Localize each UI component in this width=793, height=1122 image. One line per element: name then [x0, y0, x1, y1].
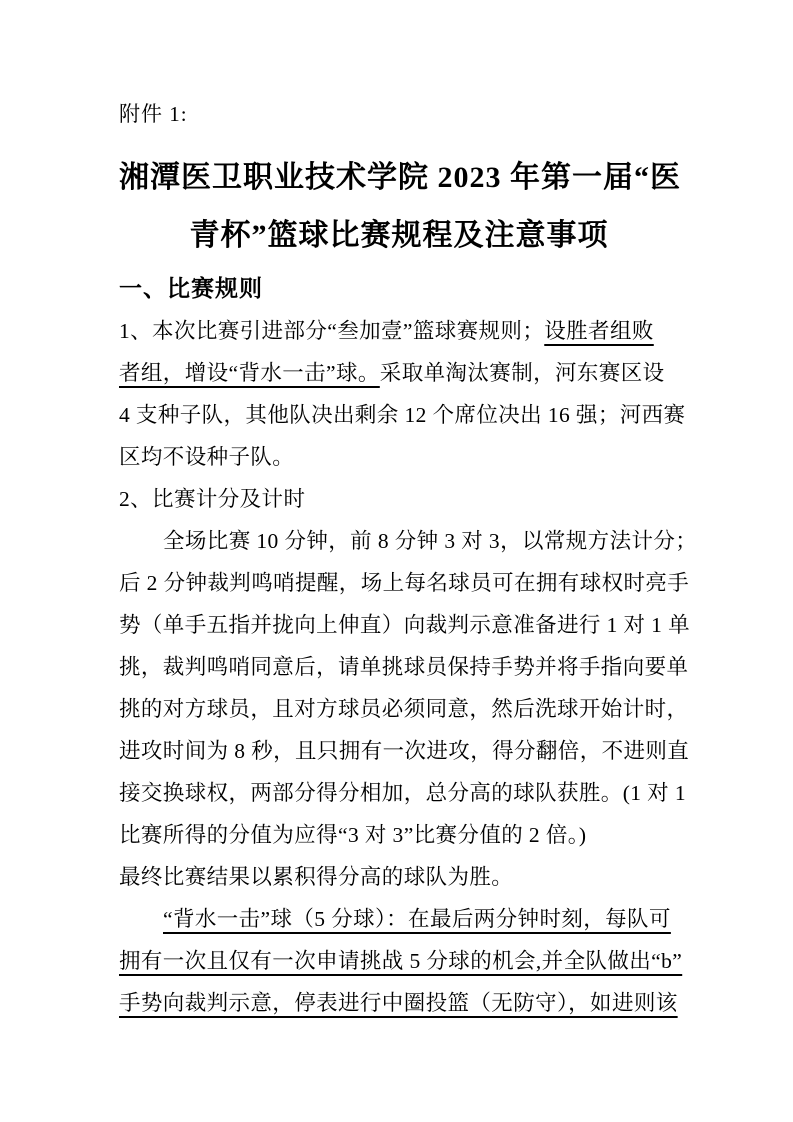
- underlined-text-segment: 手势向裁判示意，停表进行中圈投篮（无防守），如进则该: [119, 991, 678, 1015]
- text-line: [119, 898, 679, 940]
- text-line: [119, 730, 690, 772]
- text-line: [119, 646, 689, 688]
- text-line: [119, 772, 687, 814]
- text-segment: 接交换球权，两部分得分相加，总分高的球队获胜。(1 对 1: [119, 781, 687, 805]
- underlined-text-segment: “背水一击”球（5 分球）：在最后两分钟时刻，每队可: [163, 907, 671, 931]
- title-line-2: 青杯”篮球比赛规程及注意事项: [189, 219, 609, 252]
- text-line: [119, 856, 679, 898]
- text-segment: 采取单淘汰赛制，河东赛区设: [379, 361, 665, 385]
- text-segment: 挑，裁判鸣哨同意后，请单挑球员保持手势并将手指向要单: [119, 655, 689, 679]
- underlined-text-segment: 拥有一次且仅有一次申请挑战 5 分球的机会,并全队做出“b”: [119, 949, 683, 973]
- text-line: [119, 940, 683, 982]
- text-segment: 区均不设种子队。: [119, 445, 295, 469]
- text-line: [119, 436, 679, 478]
- text-segment: 比赛所得的分值为应得“3 对 3”比赛分值的 2 倍。): [119, 823, 587, 847]
- text-segment: 4 支种子队，其他队决出剩余 12 个席位决出 16 强；河西赛: [119, 403, 686, 427]
- attachment-label: 附件 1:: [119, 102, 188, 126]
- document-title: [119, 149, 679, 265]
- document-body: [119, 310, 698, 1024]
- section-heading: 一、比赛规则: [119, 276, 263, 301]
- text-segment: 最终比赛结果以累积得分高的球队为胜。: [119, 865, 514, 889]
- title-line-1: 湘潭医卫职业技术学院 2023 年第一届“医: [119, 161, 681, 194]
- text-line: [119, 562, 690, 604]
- text-line: [119, 394, 686, 436]
- underlined-text-segment: 者组，增设“背水一击”球。: [119, 361, 380, 385]
- text-segment: 势（单手五指并拢向上伸直）向裁判示意准备进行 1 对 1 单: [119, 613, 691, 637]
- text-segment: 进攻时间为 8 秒，且只拥有一次进攻，得分翻倍，不进则直: [119, 739, 690, 763]
- text-segment: 后 2 分钟裁判鸣哨提醒，场上每名球员可在拥有球权时亮手: [119, 571, 690, 595]
- text-line: [119, 310, 679, 352]
- text-segment: 全场比赛 10 分钟，前 8 分钟 3 对 3，以常规方法计分；: [163, 529, 698, 553]
- text-line: [119, 478, 679, 520]
- text-segment: 2、比赛计分及计时: [119, 487, 306, 511]
- text-line: [119, 814, 679, 856]
- text-segment: 1、本次比赛引进部分“叁加壹”篮球赛规则；: [119, 319, 545, 343]
- text-segment: 挑的对方球员，且对方球员必须同意，然后洗球开始计时，: [119, 697, 689, 721]
- text-line: [119, 352, 679, 394]
- text-line: [119, 520, 698, 562]
- text-line: [119, 688, 689, 730]
- text-line: [119, 982, 679, 1024]
- underlined-text-segment: 设胜者组败: [544, 319, 654, 343]
- text-line: [119, 604, 691, 646]
